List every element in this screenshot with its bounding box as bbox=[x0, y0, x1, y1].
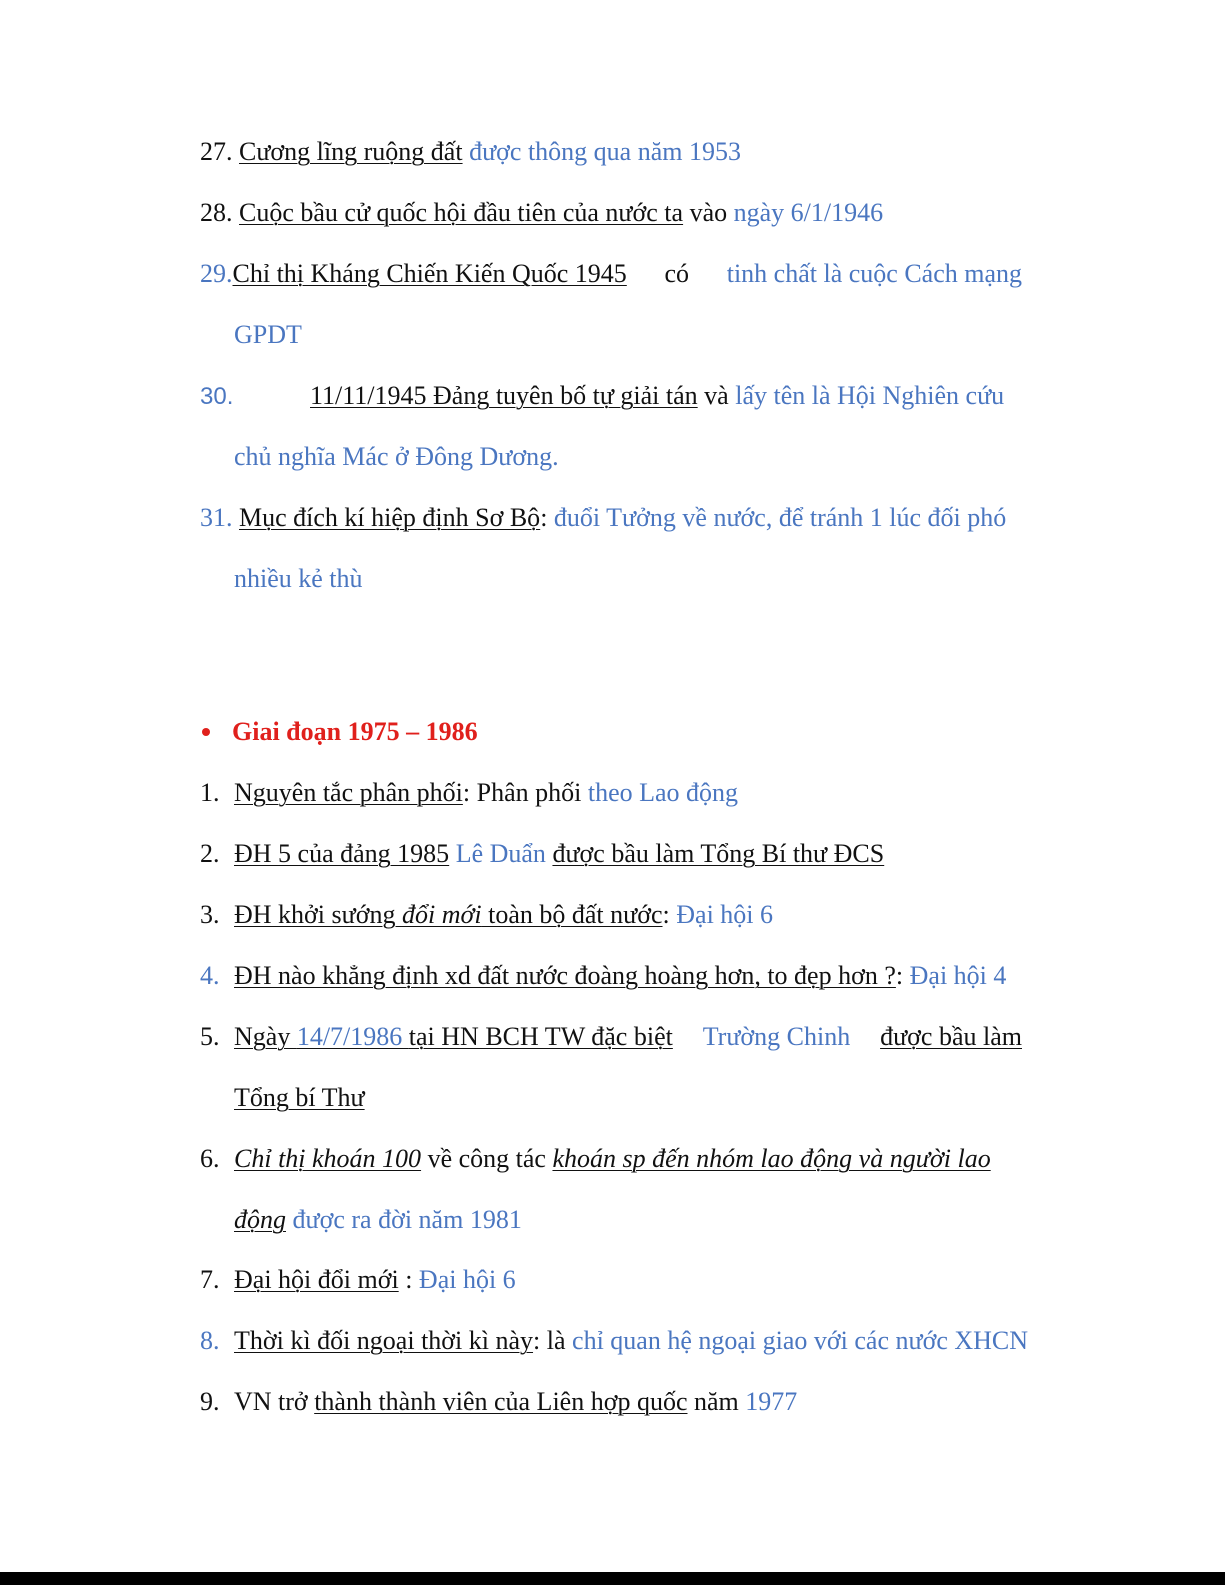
item-term-part: Ngày bbox=[234, 1022, 297, 1051]
item-term: Chỉ thị khoán 100 bbox=[234, 1144, 422, 1173]
item-term-2: được bầu làm bbox=[880, 1022, 1022, 1051]
list-item-5-continuation bbox=[234, 1082, 1074, 1114]
list-item-6 bbox=[200, 1143, 1040, 1175]
item-term-3: động bbox=[234, 1205, 286, 1234]
item-number: 6. bbox=[200, 1144, 220, 1173]
item-term bbox=[234, 1022, 673, 1051]
item-number: 29. bbox=[200, 259, 233, 288]
item-term: ĐH nào khẳng định xd đất nước đoàng hoàng hơn, to đẹp hơn ? bbox=[234, 961, 896, 990]
item-31-continuation: nhiều kẻ thù bbox=[234, 564, 363, 593]
bullet-icon bbox=[202, 728, 210, 736]
item-number: 28. bbox=[200, 198, 233, 227]
item-answer: tinh chất là cuộc Cách mạng bbox=[726, 259, 1022, 288]
item-answer: chỉ quan hệ ngoại giao với các nước XHCN bbox=[572, 1326, 1029, 1355]
item-connector: : bbox=[895, 961, 910, 990]
item-term: thành thành viên của Liên hợp quốc bbox=[314, 1387, 688, 1416]
item-connector: : là bbox=[533, 1326, 573, 1355]
item-term: Thời kì đối ngoại thời kì này bbox=[234, 1326, 534, 1355]
list-item-9 bbox=[200, 1386, 1040, 1418]
list-item-1 bbox=[200, 777, 1040, 809]
item-term-2: được bầu làm Tổng Bí thư ĐCS bbox=[552, 839, 885, 868]
item-answer: đuổi Tưởng về nước, để tránh 1 lúc đối phó bbox=[553, 503, 1007, 532]
item-answer: lấy tên là Hội Nghiên cứu bbox=[735, 381, 1005, 410]
item-connector: VN trở bbox=[234, 1387, 315, 1416]
item-number: 3. bbox=[200, 900, 220, 929]
item-connector-2: năm bbox=[687, 1387, 746, 1416]
item-term: Cương lĩng ruộng đất bbox=[239, 137, 463, 166]
item-term bbox=[234, 900, 663, 929]
item-number: 9. bbox=[200, 1387, 220, 1416]
list-item-4 bbox=[200, 960, 1040, 992]
item-term-part-2: tại HN BCH TW đặc biệt bbox=[408, 1022, 673, 1051]
item-number: 27. bbox=[200, 137, 233, 166]
item-term: Nguyên tắc phân phối bbox=[234, 778, 463, 807]
item-answer: được thông qua năm 1953 bbox=[462, 137, 741, 166]
list-item-3 bbox=[200, 899, 1040, 931]
item-number: 30. bbox=[200, 383, 234, 410]
section-title: Giai đoạn 1975 – 1986 bbox=[232, 717, 478, 746]
item-term: Cuộc bầu cử quốc hội đầu tiên của nước ta bbox=[239, 198, 684, 227]
item-answer: 1977 bbox=[745, 1387, 798, 1416]
item-number: 2. bbox=[200, 839, 220, 868]
item-answer: theo Lao động bbox=[587, 778, 739, 807]
item-31 bbox=[200, 502, 1040, 534]
item-connector: : bbox=[540, 503, 554, 532]
item-28 bbox=[200, 197, 1040, 229]
section-heading bbox=[200, 716, 1040, 748]
item-answer: ngày 6/1/1946 bbox=[733, 198, 884, 227]
item-connector: : bbox=[398, 1265, 419, 1294]
item-connector: : bbox=[662, 900, 677, 929]
list-item-8 bbox=[200, 1325, 1040, 1357]
list-item-6-continuation bbox=[234, 1204, 1074, 1236]
item-answer: được ra đời năm 1981 bbox=[286, 1205, 522, 1234]
item-connector: vào bbox=[683, 198, 734, 227]
item-answer: Trường Chinh bbox=[702, 1022, 851, 1051]
item-term-part: ĐH khởi sướng bbox=[234, 900, 402, 929]
list-item-7 bbox=[200, 1264, 1040, 1296]
item-term: ĐH 5 của đảng 1985 bbox=[234, 839, 450, 868]
item-number: 7. bbox=[200, 1265, 220, 1294]
item-term-date: 14/7/1986 bbox=[296, 1022, 409, 1051]
item-connector: về công tác bbox=[421, 1144, 553, 1173]
item-term: Chỉ thị Kháng Chiến Kiến Quốc 1945 bbox=[232, 259, 627, 288]
item-term-part-2: toàn bộ đất nước bbox=[481, 900, 663, 929]
list-item-5 bbox=[200, 1021, 1040, 1053]
item-connector: : Phân phối bbox=[462, 778, 588, 807]
item-term: Mục đích kí hiệp định Sơ Bộ bbox=[239, 503, 541, 532]
item-term: 11/11/1945 Đảng tuyên bố tự giải tán bbox=[310, 381, 698, 410]
page-bottom-edge bbox=[0, 1572, 1225, 1585]
item-29 bbox=[200, 258, 1040, 290]
item-term: Đại hội đổi mới bbox=[234, 1265, 399, 1294]
item-answer: Đại hội 6 bbox=[418, 1265, 516, 1294]
item-30 bbox=[200, 380, 1040, 413]
item-30-continuation: chủ nghĩa Mác ở Đông Dương. bbox=[234, 442, 559, 471]
item-number: 5. bbox=[200, 1022, 220, 1051]
item-answer: Đại hội 4 bbox=[909, 961, 1007, 990]
item-answer: Đại hội 6 bbox=[676, 900, 774, 929]
item-number: 8. bbox=[200, 1326, 220, 1355]
item-number: 4. bbox=[200, 961, 220, 990]
list-item-2 bbox=[200, 838, 1040, 870]
item-connector: có bbox=[664, 259, 690, 288]
item-connector: và bbox=[697, 381, 736, 410]
item-term-italic: đổi mới bbox=[401, 900, 482, 929]
item-number: 31. bbox=[200, 503, 233, 532]
item-27 bbox=[200, 136, 1040, 168]
item-number: 1. bbox=[200, 778, 220, 807]
item-term-2: khoán sp đến nhóm lao động và người lao bbox=[552, 1144, 991, 1173]
item-29-continuation: GPDT bbox=[234, 320, 302, 349]
item-term-3: Tổng bí Thư bbox=[234, 1083, 365, 1112]
item-answer: Lê Duẩn bbox=[449, 839, 553, 868]
